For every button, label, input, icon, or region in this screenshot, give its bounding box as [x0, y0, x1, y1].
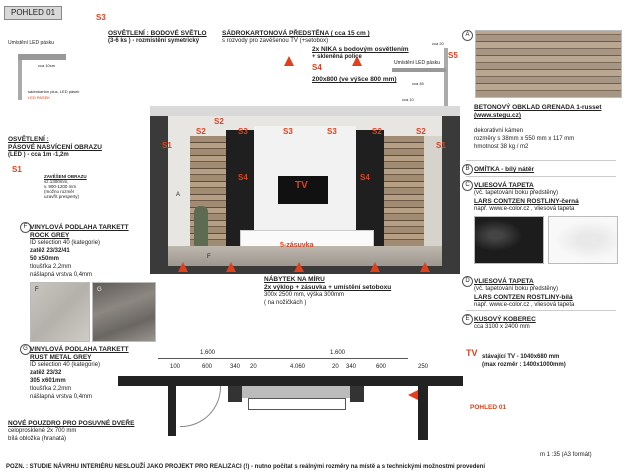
lighting-s3-title: OSVĚTLENÍ : BODOVÉ SVĚTLO [108, 30, 207, 37]
floor-f-swatch-label: F [35, 287, 39, 293]
plaster-letter: B [462, 164, 473, 175]
wallpaper-d-note: (vč. tapetování boku předstěny) [474, 286, 559, 292]
picture-note [44, 174, 87, 199]
lighting-s1-line2: PÁSOVÉ NASVÍCENÍ OBRAZU [8, 144, 102, 151]
lighting-s3-subtitle: (3-6 ks ) - rozmístění symetrický [108, 38, 200, 44]
floor-f-size: 50 x50mm [30, 256, 60, 262]
carpet-size: cca 3100 x 2400 mm [474, 324, 530, 330]
picture-note-l2: v. 900-1200 mm [44, 184, 77, 189]
detail-right-n3: cca 10 [402, 97, 414, 102]
floor-f-letter: F [20, 222, 31, 233]
divider-2 [466, 176, 616, 177]
ceiling [150, 106, 460, 116]
plan-cabinet [248, 398, 346, 410]
plan-top-dim-1: 1.600 [200, 350, 216, 356]
stone-swatch [475, 30, 622, 98]
divider-1 [466, 160, 616, 161]
detail-left-shelf [18, 54, 66, 60]
lighting-s1-line3: (LED ) - cca 1m -1,2m [8, 152, 69, 158]
floor-g-lock: zatěž 23/32 [30, 370, 62, 376]
floor-f-collection: ID selection 40 (kategorie) [30, 240, 101, 246]
tv-spec-tag: TV [466, 348, 478, 358]
sliding-door-title: NOVÉ POUZDRO PRO POSUVNÉ DVEŘE [8, 420, 135, 427]
picture-note-l1: sz.1300mm, [44, 179, 69, 184]
stone-weight: hmotnost 38 kg / m2 [474, 144, 529, 150]
dark-niche-left [226, 127, 254, 246]
stone-letter: A [462, 30, 473, 41]
stone-title: BETONOVÝ OBKLAD GRENADA 1-russet [474, 104, 602, 111]
detail-left-wall [18, 60, 22, 100]
render-s4-left: S4 [238, 173, 248, 182]
lighting-s3-tag: S3 [96, 13, 106, 22]
render-s2-mid: S2 [214, 117, 224, 126]
stone-desc: dekorativní kámen [474, 128, 524, 134]
plan-drywall [242, 386, 350, 398]
plan-back-wall [118, 376, 463, 386]
floor-g-title: VINYLOVÁ PODLAHA TARKETT [30, 346, 129, 353]
render-f-label: F [207, 254, 211, 260]
detail-left-note1: cca 10cm [38, 63, 56, 68]
plaster-title: OMÍTKA - bílý nátěr [474, 166, 535, 173]
marker-drywall [284, 56, 294, 66]
wallpaper-c-note: (vč. tapetování boku předstěny) [474, 190, 559, 196]
carpet-letter: E [462, 314, 473, 325]
plan-right-wall [418, 386, 428, 440]
detail-left-label: Umístění LED pásku [8, 40, 54, 46]
plan-view-label: POHLED 01 [470, 404, 507, 411]
wallpaper-d-title: VLIESOVÁ TAPETA [474, 278, 534, 285]
floor-f-swatch [30, 282, 90, 342]
detail-right-n1: cca 20 [432, 41, 444, 46]
floor-g-collection: ID selection 40 (kategorie) [30, 362, 101, 368]
render-a-label: A [176, 192, 181, 198]
wallpaper-black-swatch [474, 216, 544, 264]
picture-note-l3: (možno rozměr [44, 189, 75, 194]
detail-right-s5: S5 [448, 51, 458, 60]
render-s1-right: S1 [436, 141, 446, 150]
floor-g-swatch-label: G [97, 287, 102, 293]
floor-g-name: RUST METAL GREY [30, 354, 92, 361]
plan-dim-0: 100 [170, 364, 181, 370]
drywall-subtitle: s rozvody pro zavěšenou TV (+setobox) [222, 38, 329, 44]
plan-dim-1: 600 [202, 364, 213, 370]
niche-line2: + skleněná police [312, 54, 362, 60]
floor-g-thickness: tloušťka 2,2mm [30, 386, 72, 392]
niche-size: 200x800 (ve výšce 800 mm) [312, 76, 397, 83]
wallpaper-white-swatch [548, 216, 618, 264]
floor-f-thickness: tloušťka 2,2mm [30, 264, 72, 270]
stone-url: (www.stegu.cz) [474, 112, 522, 119]
render-tv: TV [295, 180, 308, 191]
marker-bottom-2 [226, 262, 236, 272]
detail-right-n2: cca 45 [412, 81, 424, 86]
furniture-title: NÁBYTEK NA MÍRU [264, 276, 325, 283]
lighting-s1-tag: S1 [12, 165, 22, 174]
wallpaper-c-url: např. www.e-color.cz , vliesová tapeta [474, 206, 575, 212]
stone-dims: rozměry s 38mm x 550 mm x 117 mm [474, 136, 575, 142]
wallpaper-c-title: VLIESOVÁ TAPETA [474, 182, 534, 189]
render-s3-c: S3 [327, 127, 337, 136]
furniture-line2: 2x výklop + zásuvka + umístění setoboxu [264, 284, 392, 291]
marker-bottom-1 [178, 262, 188, 272]
stone-panel-right [384, 136, 424, 246]
floor-g-size: 305 x601mm [30, 378, 66, 384]
floor-f-name: ROCK GREY [30, 232, 70, 239]
marker-bottom-5 [420, 262, 430, 272]
plan-dim-3: 20 [250, 364, 257, 370]
view-label: POHLED 01 [4, 6, 62, 20]
footer-note: POZN. : STUDIE NÁVRHU INTERIÉRU NESLOUŽÍ JAKO PROJEKT PRO REALIZACI (!) - nutno počítat s reálnými rozměry na místě a s technickými možnostmi provedení [6, 464, 486, 470]
picture-note-title: ZAVĚŠENÍ OBRAZU [44, 174, 87, 179]
render-s2-left: S2 [196, 127, 206, 136]
dark-niche-right [356, 127, 384, 246]
plan-view-marker [408, 390, 418, 400]
wallpaper-d-url: např. www.e-color.cz , vliesová tapeta [474, 302, 575, 308]
divider-3 [466, 310, 616, 311]
wallpaper-d-letter: D [462, 276, 473, 287]
scale-label: m 1 :35 (A3 formát) [540, 452, 592, 458]
plan-dim-6: 340 [346, 364, 357, 370]
render-s2-right: S2 [372, 127, 382, 136]
plant [194, 206, 208, 246]
detail-left-note2: sádrokarton plus, LED pásek [28, 89, 80, 94]
plan-niche-right [350, 386, 364, 402]
sliding-door-l2: bílá obložka (hranatá) [8, 436, 67, 442]
plan-top-dim-2: 1.600 [330, 350, 346, 356]
picture-note-l4: uzavřít presperty) [44, 194, 80, 199]
detail-left-note3: LED PASEK [28, 95, 50, 100]
render-s2-far: S2 [416, 127, 426, 136]
floor-g-swatch [92, 282, 156, 342]
marker-niche [352, 56, 362, 66]
niche-tag: S4 [312, 63, 322, 72]
wallpaper-d-brand: LARS CONTZEN ROSTLINY-bílá [474, 294, 573, 301]
plan-dim-7: 600 [376, 364, 387, 370]
render-s4-right: S4 [360, 173, 370, 182]
plan-left-wall [168, 386, 176, 436]
plan-dim-line-top [158, 358, 408, 359]
floor-g-letter: G [20, 344, 31, 355]
carpet-title: KUSOVÝ KOBEREC [474, 316, 536, 323]
furniture-legs: ( na nožičkách ) [264, 300, 307, 306]
render-s1-left: S1 [162, 141, 172, 150]
floor-f-lock: zatěž 23/32/41 [30, 248, 70, 254]
floor-f-title: VINYLOVÁ PODLAHA TARKETT [30, 224, 129, 231]
marker-bottom-3 [294, 262, 304, 272]
led-detail-left [8, 40, 78, 100]
render-drawer: 5-zásuvka [280, 242, 314, 249]
detail-right-label: Umístění LED pásku [394, 60, 440, 66]
furniture-size: 300x 2500 mm, výška 300mm [264, 292, 345, 298]
marker-bottom-4 [370, 262, 380, 272]
wallpaper-c-brand: LARS CONTZEN ROSTLINY-černá [474, 198, 579, 205]
niche-title: 2x NIKA s bodovým osvětlením [312, 46, 409, 53]
plan-dim-2: 340 [230, 364, 241, 370]
render-s3-a: S3 [238, 127, 248, 136]
tv-spec-l2: (max rozměr : 1400x1000mm) [482, 362, 566, 368]
render-s3-b: S3 [283, 127, 293, 136]
plan-dim-8: 250 [418, 364, 429, 370]
lighting-s1-title: OSVĚTLENÍ : [8, 136, 49, 143]
floor-plan [118, 340, 463, 440]
plan-dim-4: 4.060 [290, 364, 306, 370]
wallpaper-c-letter: C [462, 180, 473, 191]
drywall-title: SÁDROKARTONOVÁ PŘEDSTĚNA ( cca 15 cm ) [222, 30, 370, 37]
plan-niche-left [228, 386, 242, 402]
detail-right-shelf [392, 68, 446, 72]
plan-dim-5: 20 [332, 364, 339, 370]
sliding-door-l1: celoprosklené 2x 700 mm [8, 428, 77, 434]
tv-spec-l1: stávající TV - 1040x680 mm [482, 354, 560, 360]
floor-g-wear: nášlapná vrstva 0,4mm [30, 394, 93, 400]
plan-door-swing [180, 386, 221, 427]
floor-f-wear: nášlapná vrstva 0,4mm [30, 272, 93, 278]
